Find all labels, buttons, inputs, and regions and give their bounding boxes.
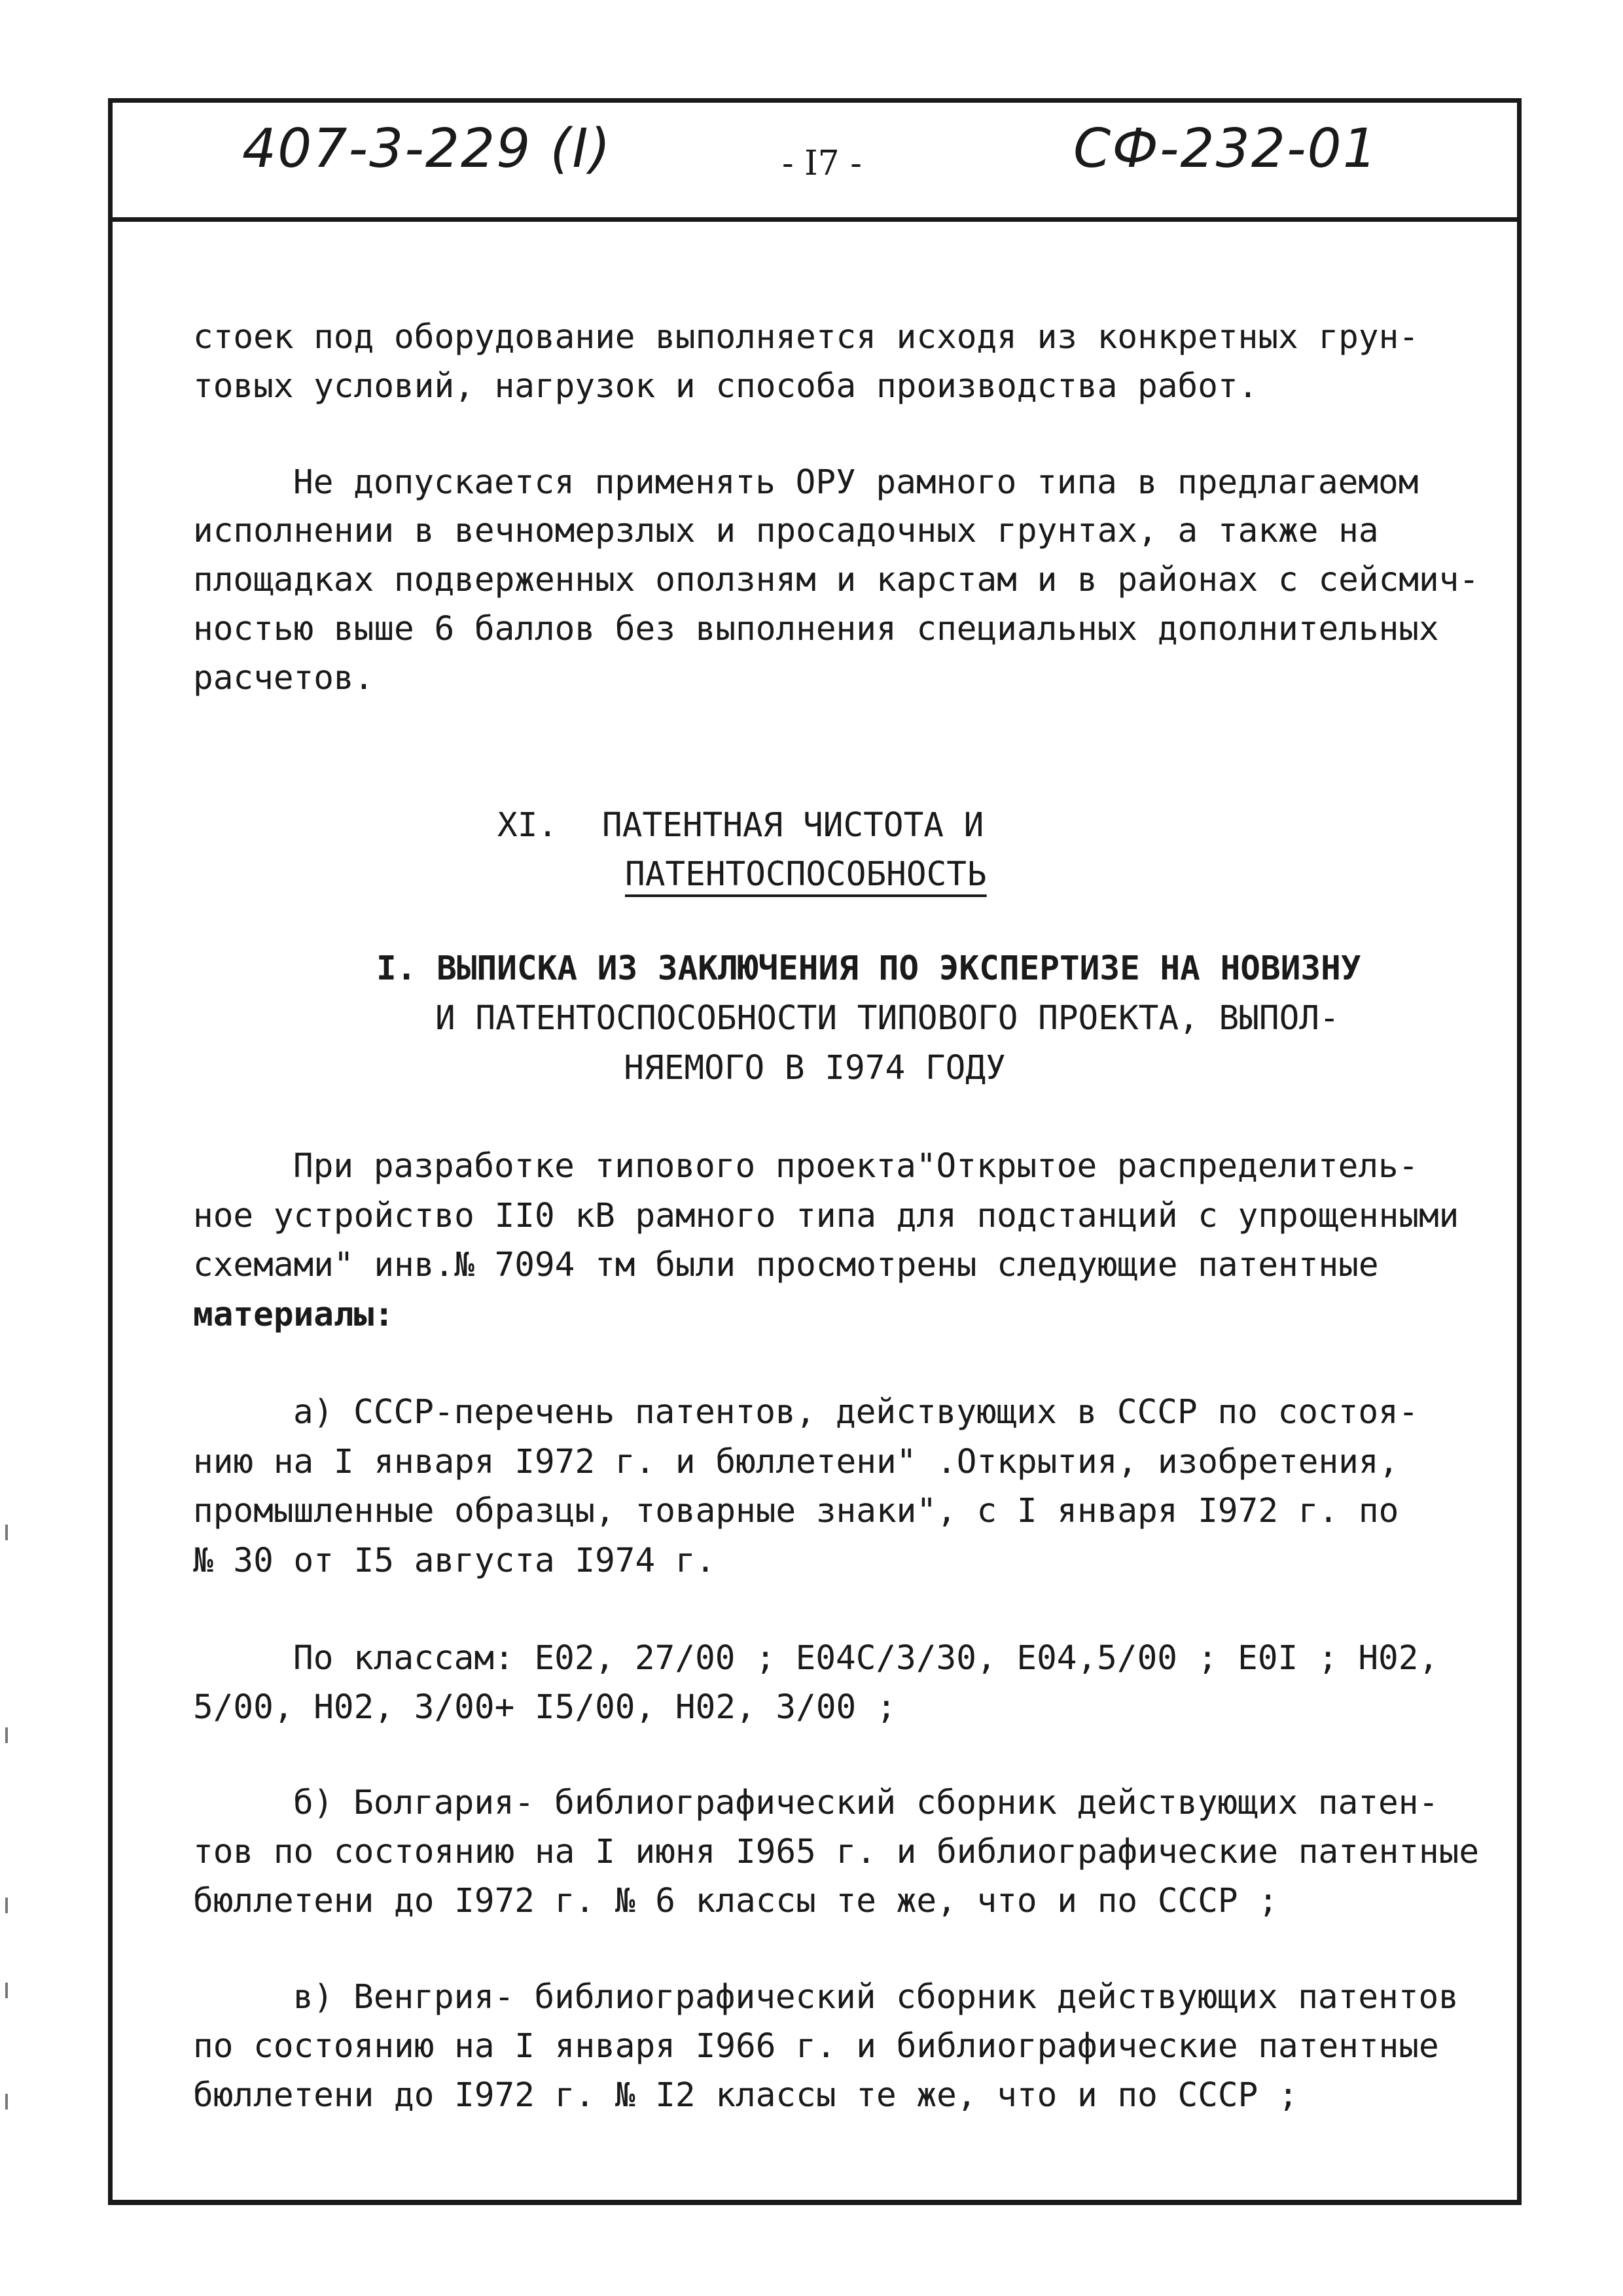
para2-line: исполнении в вечномерзлых и просадочных грунтах, а также на xyxy=(193,512,1379,550)
item-a-line: № 30 от I5 августа I974 г. xyxy=(193,1542,716,1580)
para3-line: При разработке типового проекта"Открытое распределитель- xyxy=(293,1147,1419,1186)
subsection-title-line: НЯЕМОГО В I974 ГОДУ xyxy=(624,1049,1006,1087)
para2-line: Не допускается применять ОРУ рамного типа в предлагаемом xyxy=(293,463,1419,502)
margin-mark xyxy=(5,1898,8,1913)
margin-mark xyxy=(5,1727,8,1743)
para2-line: расчетов. xyxy=(193,659,374,698)
classes-line: 5/00, Н02, 3/00+ I5/00, Н02, 3/00 ; xyxy=(193,1688,897,1727)
section-title-line1: ПАТЕНТНАЯ ЧИСТОТА И xyxy=(602,806,984,845)
item-b-line: б) Болгария- библиографический сборник действующих патен- xyxy=(293,1784,1439,1822)
sheet-code: СФ-232-01 xyxy=(1073,118,1378,180)
para3-line: схемами" инв.№ 7094 тм были просмотрены следующие патентные xyxy=(193,1246,1379,1284)
item-v-line: в) Венгрия- библиографический сборник действующих патентов xyxy=(293,1978,1459,2017)
frame-bottom-rule xyxy=(108,2200,1522,2205)
header-rule xyxy=(108,217,1522,222)
para3-line: материалы: xyxy=(193,1296,395,1334)
subsection-title-line: I. ВЫПИСКА ИЗ ЗАКЛЮЧЕНИЯ ПО ЭКСПЕРТИЗЕ НА НОВИЗНУ xyxy=(376,949,1361,988)
para1-line: стоек под оборудование выполняется исходя из конкретных грун- xyxy=(193,318,1419,357)
subsection-title-line: И ПАТЕНТОСПОСОБНОСТИ ТИПОВОГО ПРОЕКТА, ВЫПОЛ- xyxy=(435,999,1340,1038)
doc-number: 407-3-229 (I) xyxy=(242,118,612,180)
margin-mark xyxy=(5,1525,8,1540)
item-v-line: бюллетени до I972 г. № I2 классы те же, что и по СССР ; xyxy=(193,2076,1298,2115)
item-a-line: промышленные образцы, товарные знаки", с I января I972 г. по xyxy=(193,1492,1399,1530)
item-v-line: по состоянию на I января I966 г. и библиографические патентные xyxy=(193,2027,1439,2066)
classes-line: По классам: Е02, 27/00 ; Е04С/3/30, Е04,5/00 ; Е0I ; Н02, xyxy=(293,1639,1439,1678)
item-b-line: тов по состоянию на I июня I965 г. и библиографические патентные xyxy=(193,1833,1480,1871)
para1-line: товых условий, нагрузок и способа производства работ. xyxy=(193,367,1258,406)
para3-line: ное устройство II0 кВ рамного типа для подстанций с упрощенными xyxy=(193,1197,1459,1235)
margin-mark xyxy=(5,1983,8,1998)
item-a-line: нию на I января I972 г. и бюллетени" .Открытия, изобретения, xyxy=(193,1443,1399,1481)
item-a-line: а) СССР-перечень патентов, действующих в СССР по состоя- xyxy=(293,1393,1419,1432)
section-number: XI. xyxy=(497,806,558,845)
margin-mark xyxy=(5,2094,8,2110)
para2-line: площадках подверженных оползням и карстам и в районах с сейсмич- xyxy=(193,561,1480,599)
page-number: - I7 - xyxy=(782,144,862,183)
section-title-line2: ПАТЕНТОСПОСОБНОСТЬ xyxy=(625,855,987,894)
item-b-line: бюллетени до I972 г. № 6 классы те же, что и по СССР ; xyxy=(193,1882,1279,1920)
para2-line: ностью выше 6 баллов без выполнения специальных дополнительных xyxy=(193,610,1439,648)
